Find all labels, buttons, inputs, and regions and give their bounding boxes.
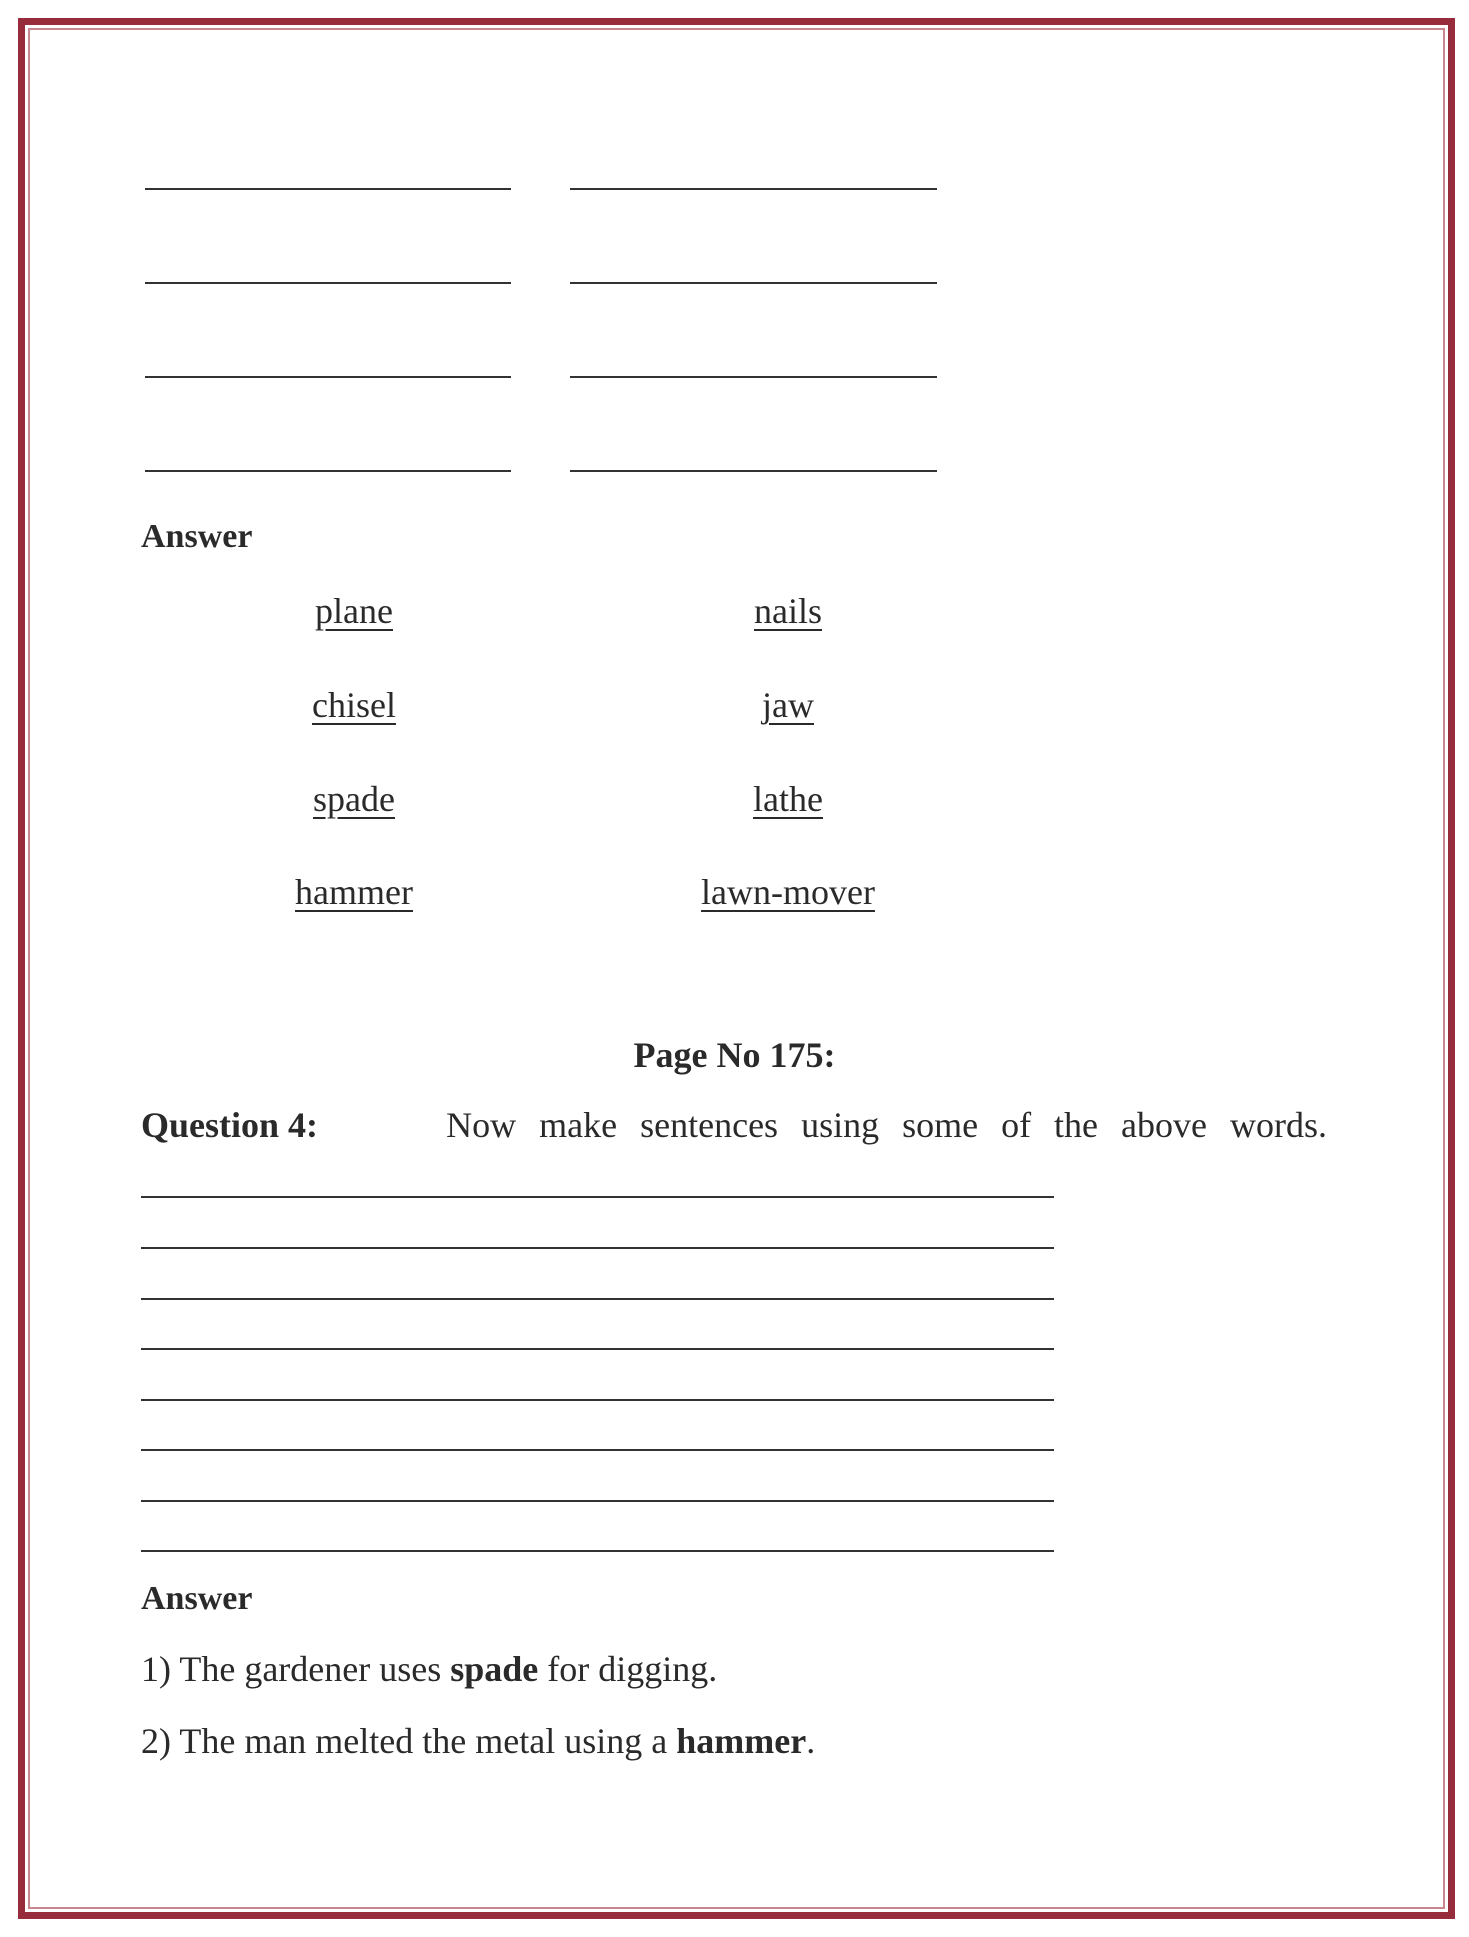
sentence-text: The man melted the metal using a	[179, 1721, 668, 1761]
writing-line	[141, 1550, 1054, 1552]
blank-line	[145, 470, 511, 472]
sentence-number: 1)	[141, 1649, 171, 1689]
question-line	[141, 1104, 1327, 1146]
question-text: Now make sentences using some of the above words.	[446, 1105, 1327, 1145]
answer-heading: Answer	[141, 1580, 253, 1617]
answer-word: lathe	[753, 779, 823, 819]
sentence-text: The gardener uses	[179, 1649, 442, 1689]
writing-line	[141, 1399, 1054, 1401]
blank-line	[570, 376, 937, 378]
sentence-keyword: hammer	[676, 1721, 807, 1761]
writing-line	[141, 1449, 1054, 1451]
question-label: Question 4:	[141, 1105, 319, 1145]
writing-line	[141, 1196, 1054, 1198]
blank-line	[145, 376, 511, 378]
writing-line	[141, 1500, 1054, 1502]
blank-line	[570, 470, 937, 472]
answer-sentence	[141, 1648, 717, 1690]
sentence-number: 2)	[141, 1721, 171, 1761]
answer-word: spade	[313, 779, 395, 819]
sentence-keyword: spade	[450, 1649, 539, 1689]
answer-word: plane	[315, 591, 393, 631]
blank-line	[570, 282, 937, 284]
page-heading: Page No 175:	[633, 1035, 836, 1075]
writing-line	[141, 1298, 1054, 1300]
blank-line	[570, 188, 937, 190]
page-border-inner	[28, 28, 1445, 1909]
blank-line	[145, 282, 511, 284]
answer-word: lawn-mover	[701, 872, 875, 912]
answer-word: jaw	[762, 685, 814, 725]
answer-word: nails	[754, 591, 822, 631]
answer-word: hammer	[295, 872, 413, 912]
sentence-text: for digging.	[547, 1649, 718, 1689]
answer-word: chisel	[312, 685, 396, 725]
answer-heading: Answer	[141, 518, 253, 555]
writing-line	[141, 1247, 1054, 1249]
writing-line	[141, 1348, 1054, 1350]
answer-sentence	[141, 1720, 815, 1762]
blank-line	[145, 188, 511, 190]
sentence-text: .	[806, 1721, 816, 1761]
